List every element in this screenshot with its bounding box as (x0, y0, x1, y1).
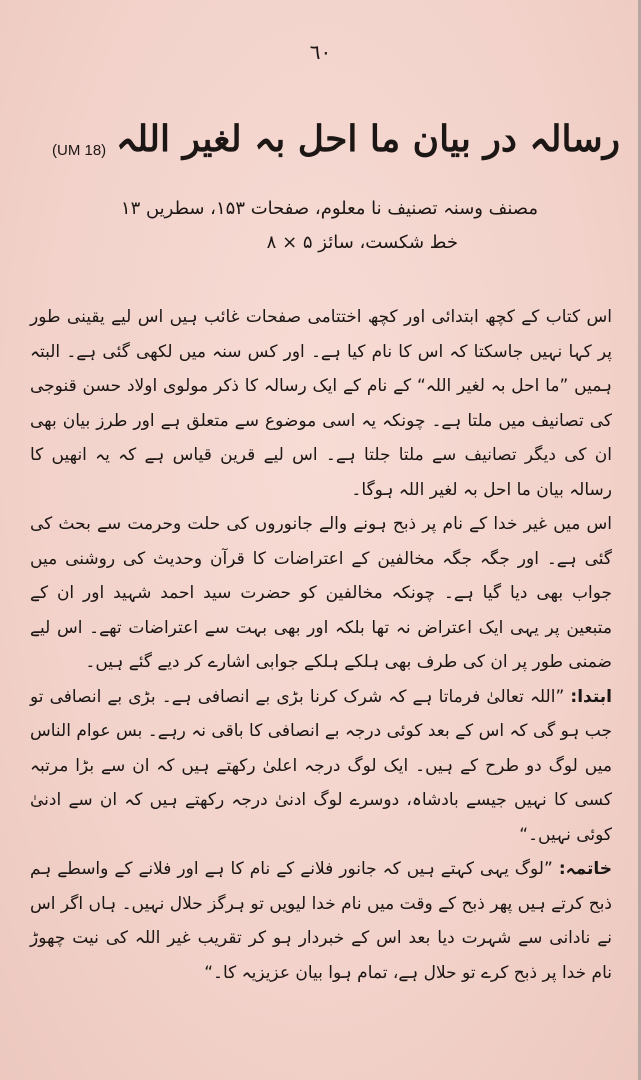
meta-script-size: خط شکست، سائز ۵ × ۸ (266, 232, 458, 253)
paragraph-ending (30, 852, 612, 990)
catalog-code: (UM 18) (52, 142, 107, 159)
page-title: رسالہ در بیان ما احل بہ لغیر اللہ (116, 118, 620, 160)
paragraph-opening (30, 680, 612, 853)
paragraph-subject (30, 507, 612, 680)
ending-label: خاتمہ: (558, 859, 612, 879)
opening-label: ابتدا: (570, 686, 613, 707)
paragraph-intro (30, 300, 612, 507)
paragraph-text: ”لوگ یہی کہتے ہیں کہ جانور فلانے کے نام کا ہے اور فلانے کے واسطے ہم ذبح کرتے ہیں پھر ذبح کے وقت میں نام خدا لیویں تو ہرگز حلال نہیں۔ ہاں اگر اس نے نادانی سے شہرت دیا بعد اس کے خبردار ہو کر تقریب غیر اللہ کی نیت چھوڑ نام خدا پر ذبح کرے تو حلال ہے، تمام ہوا بیان عزیزیہ کا۔“ (30, 859, 612, 983)
heading-row (40, 118, 620, 178)
body-text (30, 300, 612, 990)
paragraph-text: اس کتاب کے کچھ ابتدائی اور کچھ اختتامی صفحات غائب ہیں اس لیے یقینی طور پر کہا نہیں جاسکتا کہ اس کا نام کیا ہے۔ اور کس سنہ میں لکھی گئی ہے۔ البتہ ہمیں ”ما احل بہ لغیر اللہ“ کے نام کے ایک رسالہ کا ذکر مولوی اولاد حسن قنوجی کی تصانیف میں ملتا ہے۔ چونکہ یہ اسی موضوع سے متعلق ہے اور طرز بیان بھی ان کی دیگر تصانیف سے ملتا جلتا ہے۔ اس لیے قرین قیاس ہے کہ یہ انھیں کا رسالہ بیان ما احل بہ لغیر اللہ ہوگا۔ (30, 307, 612, 500)
paragraph-text: ”اللہ تعالیٰ فرماتا ہے کہ شرک کرنا بڑی بے انصافی ہے۔ بڑی بے انصافی تو جب ہو گی کہ اس کے بعد کوئی درجہ بے انصافی کا باقی نہ رہے۔ بس عوام الناس میں لوگ دو طرح کے ہیں۔ ایک لوگ درجہ اعلیٰ رکھتے ہیں کہ ان سے بڑا مرتبہ کسی کا نہیں جیسے بادشاہ، دوسرے لوگ ادنیٰ درجہ رکھتے ہیں کہ ان سے ادنیٰ کوئی نہیں۔“ (30, 686, 612, 845)
page-number: ٦٠ (309, 40, 332, 64)
meta-author-pages: مصنف وسنہ تصنیف نا معلوم، صفحات ۱۵۳، سطریں ۱۳ (120, 198, 538, 219)
paragraph-text: اس میں غیر خدا کے نام پر ذبح ہونے والے جانوروں کی حلت وحرمت سے بحث کی گئی ہے۔ اور جگہ جگہ مخالفین کے اعتراضات کا قرآن وحدیث کی روشنی میں جواب بھی دیا گیا ہے۔ چونکہ مخالفین کو حضرت سید احمد شہید اور ان کے متبعین پر یہی ایک اعتراض نہ تھا بلکہ اور بھی بہت سے اعتراضات تھے۔ اس لیے ضمنی طور پر ان کی طرف بھی ہلکے ہلکے جوابی اشارے کر دیے گئے ہیں۔ (30, 514, 612, 672)
